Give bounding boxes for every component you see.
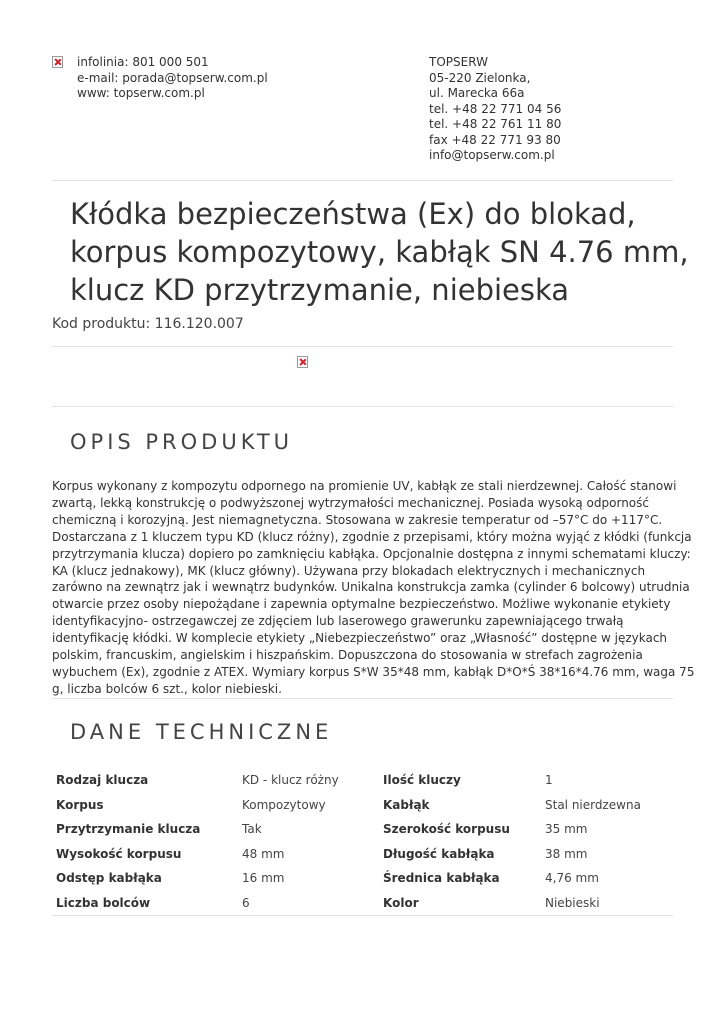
table-row [52, 768, 673, 793]
spec-label: Kabłąk [383, 797, 430, 812]
description-heading: OPIS PRODUKTU [70, 430, 294, 454]
table-row [52, 866, 673, 891]
fax: fax +48 22 771 93 80 [429, 132, 561, 147]
title-line: Kłódka bezpieczeństwa (Ex) do blokad, [70, 197, 636, 231]
table-row [52, 891, 673, 916]
spec-value: 38 mm [545, 846, 588, 861]
broken-logo-image-icon [52, 56, 63, 68]
website-link[interactable]: www: topserw.com.pl [77, 86, 205, 100]
spec-value: 48 mm [242, 846, 285, 861]
divider [52, 180, 673, 181]
tech-data-heading: DANE TECHNICZNE [70, 720, 333, 744]
product-description [52, 478, 695, 698]
hotline-text: infolinia: 801 000 501 [77, 55, 209, 69]
spec-value: 4,76 mm [545, 871, 599, 886]
spec-label: Średnica kabłąka [383, 871, 500, 886]
spec-value: Stal nierdzewna [545, 797, 641, 812]
spec-value: Niebieski [541, 891, 673, 916]
table-row [52, 842, 673, 867]
spec-value: 16 mm [242, 871, 285, 886]
spec-label: Szerokość korpusu [383, 822, 510, 837]
description-line: identyfikację kłódki. W komplecie etykiety „Niebezpieczeństwo” oraz „Własność” dostępne w językach [52, 631, 668, 646]
description-line: przytrzymania klucza) dopiero po zamknięciu kabłąka. Opcjonalnie dostępna z innymi schematami kluczy: [52, 546, 691, 561]
divider [52, 406, 673, 407]
product-title [70, 195, 690, 309]
description-line: zarówno na zewnątrz jak i wewnątrz budynków. Unikalna konstrukcja zamka (cylinder 6 bolcowy) utrudnia [52, 580, 690, 595]
description-line: Korpus wykonany z kompozytu odpornego na promienie UV, kabłąk ze stali nierdzewnej. Całość stanowi [52, 479, 677, 493]
description-line: g, liczba bolców 6 szt., kolor niebieski. [52, 681, 282, 696]
description-line: identyfikacyjno- ostrzegawczej ze zdjęciem lub laserowego grawerunku zapewniającego trwałą [52, 614, 624, 629]
email-link[interactable]: e-mail: porada@topserw.com.pl [77, 70, 268, 85]
description-line: otwarcie przez osoby niepożądane i zapewnia optymalne bezpieczeństwo. Możliwe wykonanie etykiety [52, 597, 671, 612]
spec-label: Liczba bolców [52, 891, 238, 916]
company-email-link[interactable]: info@topserw.com.pl [429, 148, 555, 162]
tech-data-table [52, 768, 673, 916]
divider [52, 698, 673, 699]
table-row [52, 793, 673, 818]
spec-value: 35 mm [545, 822, 588, 837]
product-code: Kod produktu: 116.120.007 [52, 316, 244, 332]
spec-label: Odstęp kabłąka [56, 871, 162, 886]
description-line: wybuchem (Ex), zgodnie z ATEX. Wymiary korpus S*W 35*48 mm, kabłąk D*O*Ś 38*16*4.76 mm, waga 75 [52, 664, 695, 679]
description-line: polskim, francuskim, angielskim i hiszpańskim. Dopuszczona do stosowania w strefach zagrożenia [52, 648, 643, 663]
phone-1: tel. +48 22 771 04 56 [429, 101, 562, 116]
description-line: chemiczną i korozyjną. Jest niemagnetyczna. Stosowana w zakresie temperatur od –57°C do +117°C. [52, 512, 663, 527]
spec-value: 6 [238, 891, 379, 916]
description-line: Dostarczana z 1 kluczem typu KD (klucz różny), zgodnie z przepisami, który można wyjąć z kłódki (funkcja [52, 529, 692, 544]
spec-value: 1 [545, 773, 553, 788]
phone-2: tel. +48 22 761 11 80 [429, 117, 562, 131]
title-line: klucz KD przytrzymanie, niebieska [70, 273, 570, 307]
spec-label: Rodzaj klucza [56, 773, 149, 788]
address-city: 05-220 Zielonka, [429, 70, 531, 85]
broken-product-image-icon [297, 356, 308, 368]
spec-value: Tak [242, 822, 262, 837]
company-address [429, 55, 561, 164]
description-line: KA (klucz jednakowy), MK (klucz główny). Używana przy blokadach elektrycznych i mechanicznych [52, 563, 646, 578]
company-name: TOPSERW [429, 55, 488, 69]
spec-label: Wysokość korpusu [56, 846, 182, 861]
description-line: zwartą, lekką konstrukcję o podwyższonej wytrzymałości mechanicznej. Posiada wysoką odporność [52, 495, 649, 510]
spec-label: Ilość kluczy [383, 773, 461, 788]
spec-value: Kompozytowy [242, 797, 326, 812]
spec-label: Kolor [379, 891, 541, 916]
divider [52, 346, 673, 347]
address-street: ul. Marecka 66a [429, 86, 525, 100]
spec-value: KD - klucz różny [242, 773, 339, 788]
contact-info [77, 55, 268, 102]
table-row [52, 817, 673, 842]
title-line: korpus kompozytowy, kabłąk SN 4.76 mm, [70, 235, 689, 269]
spec-label: Długość kabłąka [383, 846, 495, 861]
spec-label: Korpus [56, 797, 104, 812]
spec-label: Przytrzymanie klucza [56, 822, 201, 837]
